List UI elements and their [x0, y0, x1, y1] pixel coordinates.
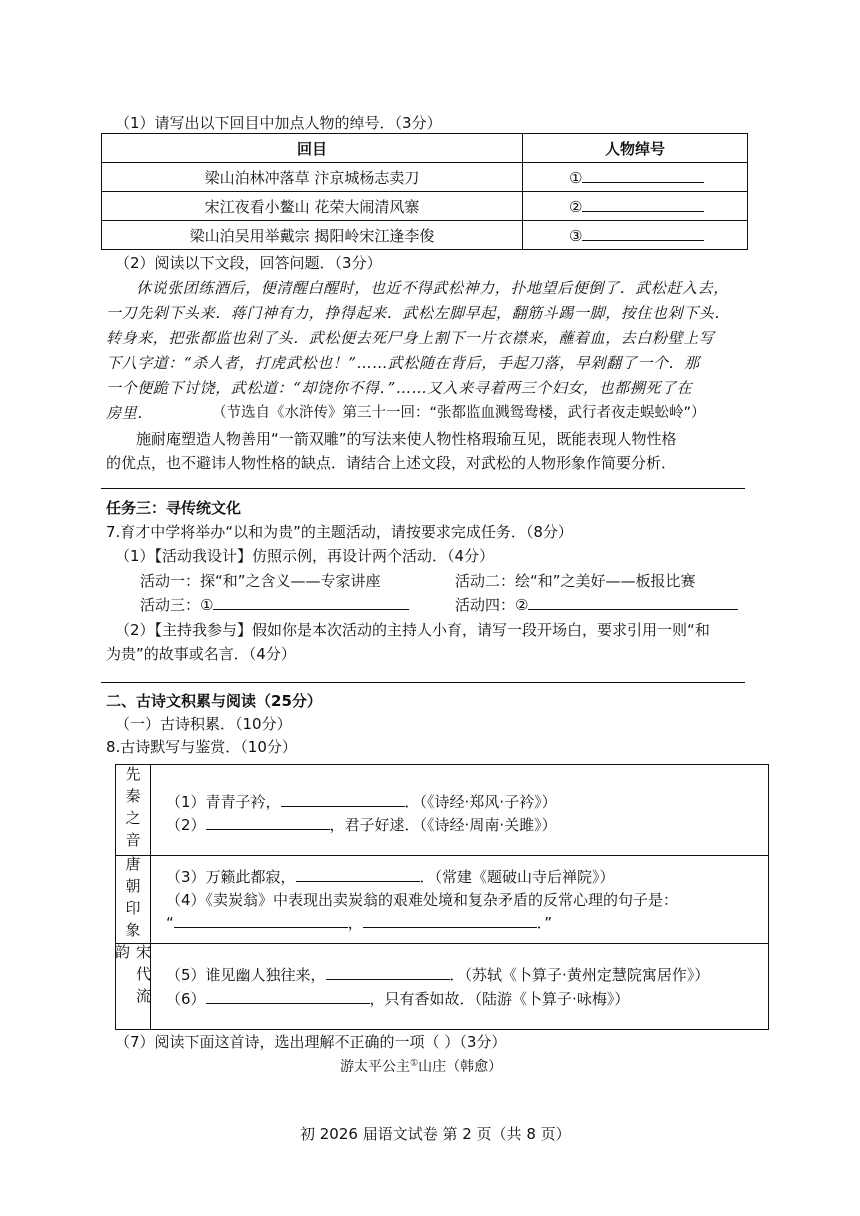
- fill-blank[interactable]: [281, 791, 405, 807]
- task3-heading: 任务三：寻传统文化: [106, 499, 242, 517]
- activity-3: [140, 594, 409, 615]
- poem-line: （4）《卖炭翁》中表现出卖炭翁的艰难处境和复杂矛盾的反常心理的句子是：: [166, 891, 679, 909]
- q2-question: 的优点，也不避讳人物性格的缺点．请结合上述文段，对武松的人物形象作简要分析．: [106, 454, 677, 472]
- footnote-marker: ①: [410, 1058, 419, 1069]
- nickname-answer-cell[interactable]: [523, 221, 748, 250]
- poem-line: （2） ，君子好逑．（《诗经·周南·关雎》）: [166, 816, 557, 834]
- fill-blank[interactable]: [174, 912, 348, 928]
- poem-category: 唐朝印象: [116, 856, 151, 944]
- passage-line: 房里．: [106, 404, 153, 422]
- answer-blank[interactable]: [582, 196, 704, 212]
- poem-line: （5）谁见幽人独往来， ．（苏轼《卜算子·黄州定慧院寓居作》）: [166, 966, 710, 984]
- answer-line[interactable]: [101, 488, 745, 489]
- answer-blank[interactable]: [582, 167, 704, 183]
- chapter-title: 梁山泊吴用举戴宗 揭阳岭宋江逢李俊: [102, 221, 523, 250]
- table-row: [102, 192, 748, 221]
- q2-question: 施耐庵塑造人物善用“一箭双雕”的写法来使人物性格瑕瑜互见，既能表现人物性格: [136, 430, 677, 448]
- q2-prompt: （2）阅读以下文段，回答问题．（3分）: [115, 254, 382, 272]
- answer-marker: ①: [569, 169, 583, 187]
- activity-4: [455, 594, 738, 615]
- q1-prompt: （1）请写出以下回目中加点人物的绰号．（3分）: [115, 114, 442, 132]
- table-header-nickname: 人物绰号: [523, 134, 748, 163]
- part2-heading: 二、古诗文积累与阅读（25分）: [106, 692, 322, 710]
- fill-blank[interactable]: [206, 988, 370, 1004]
- page-footer: 初 2026 届语文试卷 第 2 页（共 8 页）: [300, 1125, 571, 1143]
- q7-2-prompt-cont: 为贵”的故事或名言．（4分）: [106, 645, 296, 663]
- q8-7-prompt: （7）阅读下面这首诗，选出理解不正确的一项（ ）（3分）: [115, 1033, 507, 1051]
- passage-line: 一刀先剁下头来．蒋门神有力，挣得起来．武松左脚早起，翻筋斗踢一脚，按住也剁下头．: [106, 304, 731, 322]
- fill-blank[interactable]: [206, 814, 330, 830]
- table-row: [102, 163, 748, 192]
- passage-line: 休说张团练酒后，便清醒白醒时，也近不得武松神力，扑地望后便倒了．武松赶入去，: [136, 279, 729, 297]
- answer-blank[interactable]: [582, 225, 704, 241]
- poem-table: [115, 764, 769, 1030]
- poem-line: （6） ，只有香如故．（陆游《卜算子·咏梅》）: [166, 990, 630, 1008]
- activity-1: 活动一：探“和”之含义——专家讲座: [140, 572, 381, 590]
- activity-2: 活动二：绘“和”之美好——板报比赛: [455, 572, 696, 590]
- nickname-table: [101, 133, 748, 250]
- passage-source: （节选自《水浒传》第三十一回：“张都监血溅鸳鸯楼，武行者夜走蜈蚣岭”）: [212, 405, 706, 421]
- activity-4-blank[interactable]: [528, 594, 738, 610]
- q7-2-prompt: （2）【主持我参与】假如你是本次活动的主持人小育，请写一段开场白，要求引用一则“和: [115, 621, 710, 639]
- passage-line: 下八字道：“杀人者，打虎武松也！”……武松随在背后，手起刀落，早剁翻了一个．那: [106, 354, 700, 372]
- answer-marker: ②: [569, 198, 583, 216]
- chapter-title: 宋江夜看小鳌山 花荣大闹清风寨: [102, 192, 523, 221]
- q7-prompt: 7.育才中学将举办“以和为贵”的主题活动，请按要求完成任务．（8分）: [106, 523, 573, 541]
- fill-blank[interactable]: [296, 866, 420, 882]
- poem-line: “ ， ．”: [166, 914, 553, 932]
- activity-3-blank[interactable]: [213, 594, 409, 610]
- poem-line: （3）万籁此都寂， ．（常建《题破山寺后禅院》）: [166, 868, 615, 886]
- answer-marker: ③: [569, 227, 583, 245]
- q8-prompt: 8.古诗默写与鉴赏．（10分）: [106, 738, 297, 756]
- poem-row: [116, 765, 768, 855]
- passage-line: 转身来，把张都监也剁了头．武松便去死尸身上割下一片衣襟来，蘸着血，去白粉壁上写: [106, 329, 715, 347]
- activity-4-label: 活动四：②: [455, 596, 529, 614]
- poem-category: 宋代流韵: [116, 944, 151, 1030]
- poem-category: 先秦之音: [116, 765, 151, 855]
- part2-subheading: （一）古诗积累．（10分）: [115, 715, 292, 733]
- poem-title: 游太平公主①山庄（韩愈）: [340, 1058, 503, 1075]
- fill-blank[interactable]: [326, 964, 450, 980]
- poem-line: （1）青青子衿， ．（《诗经·郑风·子衿》）: [166, 793, 557, 811]
- passage-line: 一个便跪下讨饶，武松道：“却饶你不得．”……又入来寻着两三个妇女，也都搠死了在: [106, 379, 693, 397]
- activity-3-label: 活动三：①: [140, 596, 214, 614]
- q7-1-prompt: （1）【活动我设计】仿照示例，再设计两个活动．（4分）: [115, 547, 495, 565]
- answer-line[interactable]: [101, 682, 745, 683]
- table-header-title: 回目: [102, 134, 523, 163]
- poem-row: [113, 943, 768, 1030]
- nickname-answer-cell[interactable]: [523, 163, 748, 192]
- chapter-title: 梁山泊林冲落草 汴京城杨志卖刀: [102, 163, 523, 192]
- table-row: [102, 221, 748, 250]
- fill-blank[interactable]: [363, 912, 537, 928]
- nickname-answer-cell[interactable]: [523, 192, 748, 221]
- poem-row: [116, 855, 768, 944]
